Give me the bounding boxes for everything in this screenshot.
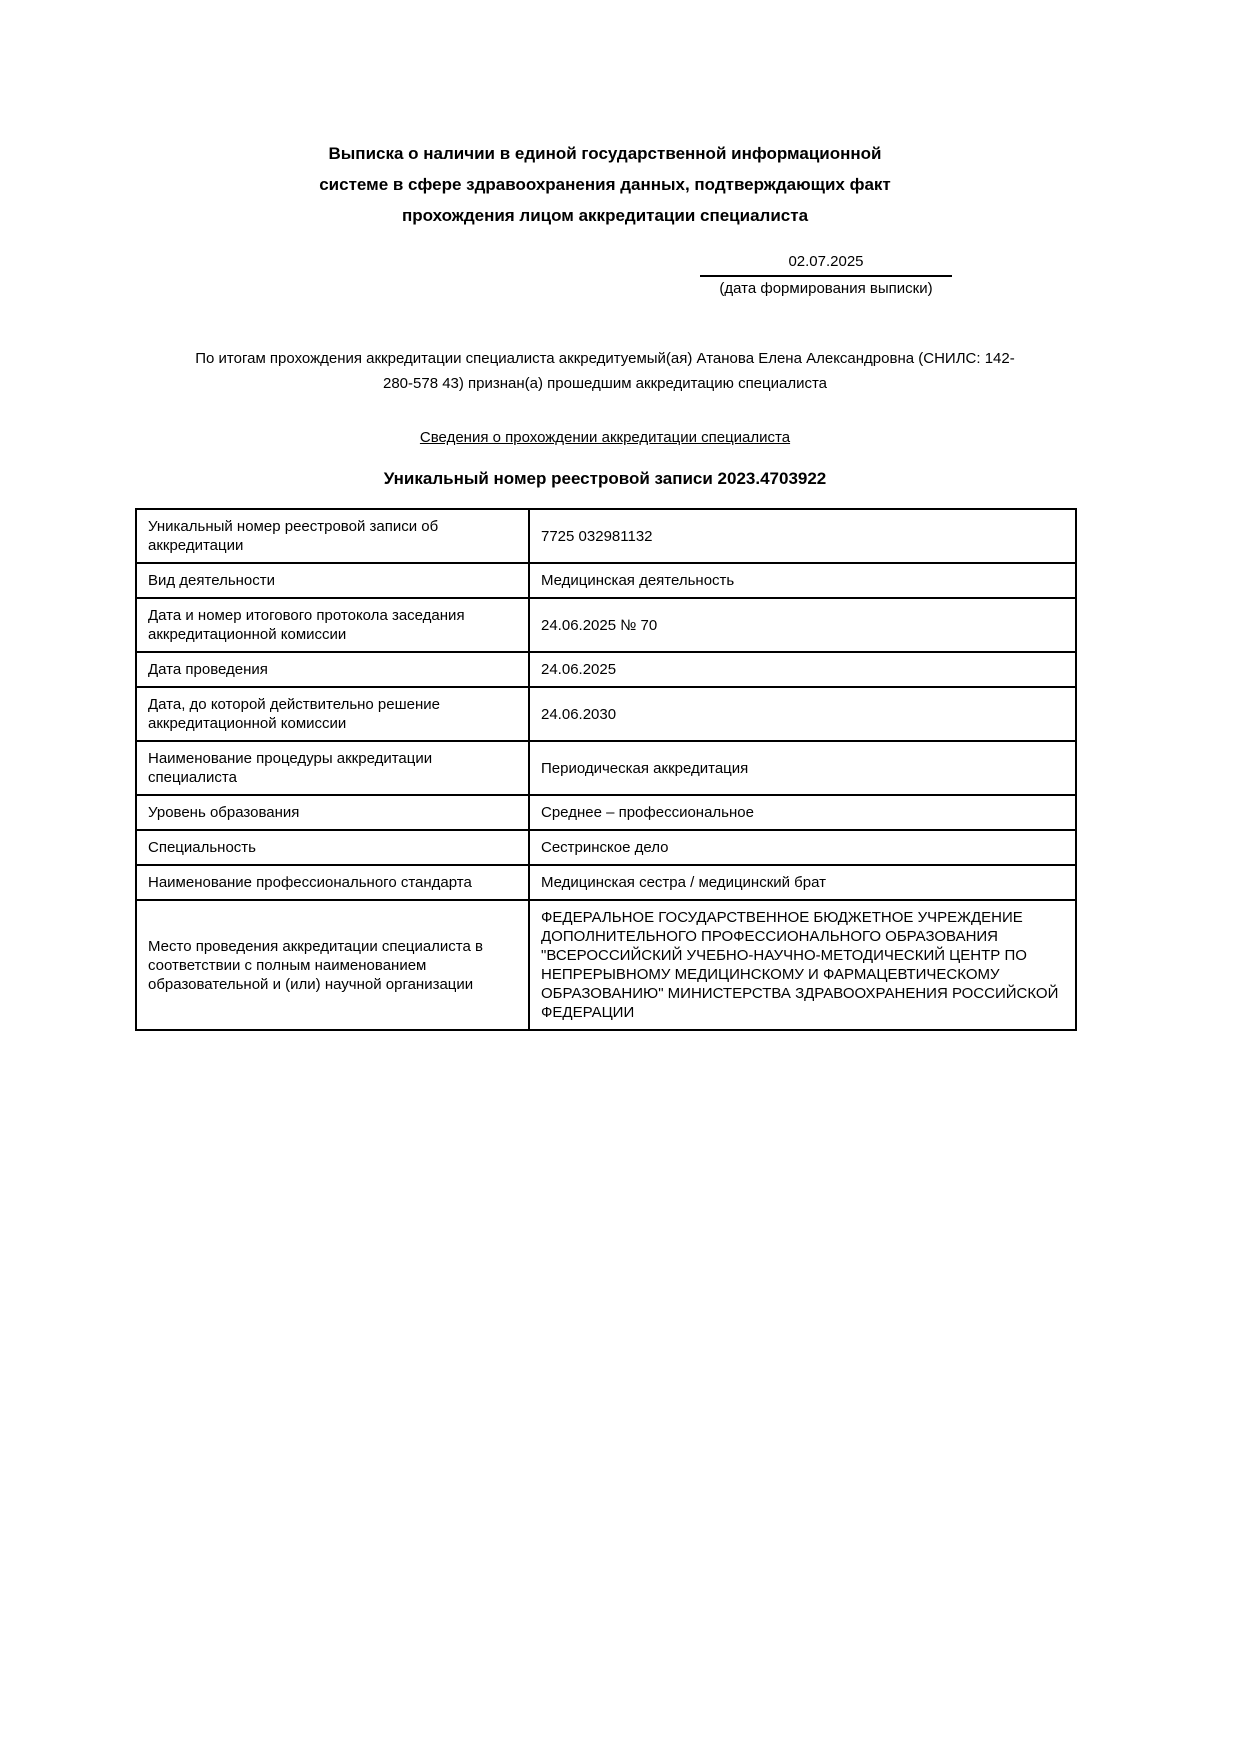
row-label: Дата и номер итогового протокола заседания аккредитационной комиссии	[136, 598, 529, 652]
document-content	[135, 0, 1075, 1031]
table-row	[136, 598, 1076, 652]
table-row	[136, 652, 1076, 687]
row-value: 24.06.2030	[529, 687, 1076, 741]
section-heading: Сведения о прохождении аккредитации специалиста	[419, 429, 791, 446]
row-label: Место проведения аккредитации специалиста в соответствии с полным наименованием образовательной и (или) научной организации	[136, 900, 529, 1030]
row-value: Среднее – профессиональное	[529, 795, 1076, 830]
row-label: Наименование процедуры аккредитации специалиста	[136, 741, 529, 795]
registry-number-heading: Уникальный номер реестровой записи 2023.4703922	[383, 469, 827, 488]
table-row	[136, 830, 1076, 865]
table-row	[136, 795, 1076, 830]
accreditation-table	[135, 508, 1077, 1031]
formation-date-caption: (дата формирования выписки)	[719, 280, 933, 297]
table-row	[136, 741, 1076, 795]
row-label: Дата, до которой действительно решение аккредитационной комиссии	[136, 687, 529, 741]
formation-date: 02.07.2025	[700, 251, 952, 277]
table-row	[136, 900, 1076, 1030]
table-row	[136, 865, 1076, 900]
row-label: Наименование профессионального стандарта	[136, 865, 529, 900]
row-label: Дата проведения	[136, 652, 529, 687]
row-value: 24.06.2025 № 70	[529, 598, 1076, 652]
row-value: Периодическая аккредитация	[529, 741, 1076, 795]
row-value: Медицинская деятельность	[529, 563, 1076, 598]
table-row	[136, 687, 1076, 741]
table-row	[136, 563, 1076, 598]
row-label: Уникальный номер реестровой записи об аккредитации	[136, 509, 529, 563]
row-value: 24.06.2025	[529, 652, 1076, 687]
intro-paragraph: По итогам прохождения аккредитации специалиста аккредитуемый(ая) Атанова Елена Александровна (СНИЛС: 142-280-578 43) признан(а) прошедшим аккредитацию специалиста	[195, 350, 1015, 392]
row-label: Вид деятельности	[136, 563, 529, 598]
document-title: Выписка о наличии в единой государственной информационной системе в сфере здравоохранения данных, подтверждающих факт прохождения лицом аккредитации специалиста	[319, 144, 891, 225]
accreditation-table-body	[136, 509, 1076, 1030]
row-value: Медицинская сестра / медицинский брат	[529, 865, 1076, 900]
row-value: 7725 032981132	[529, 509, 1076, 563]
row-value: Сестринское дело	[529, 830, 1076, 865]
row-label: Специальность	[136, 830, 529, 865]
table-row	[136, 509, 1076, 563]
date-block	[700, 251, 952, 300]
row-label: Уровень образования	[136, 795, 529, 830]
row-value: ФЕДЕРАЛЬНОЕ ГОСУДАРСТВЕННОЕ БЮДЖЕТНОЕ УЧРЕЖДЕНИЕ ДОПОЛНИТЕЛЬНОГО ПРОФЕССИОНАЛЬНОГО ОБРАЗОВАНИЯ "ВСЕРОССИЙСКИЙ УЧЕБНО-НАУЧНО-МЕТОДИЧЕСКИЙ ЦЕНТР ПО НЕПРЕРЫВНОМУ МЕДИЦИНСКОМУ И ФАРМАЦЕВТИЧЕСКОМУ ОБРАЗОВАНИЮ" МИНИСТЕРСТВА ЗДРАВООХРАНЕНИЯ РОССИЙСКОЙ ФЕДЕРАЦИИ	[529, 900, 1076, 1030]
